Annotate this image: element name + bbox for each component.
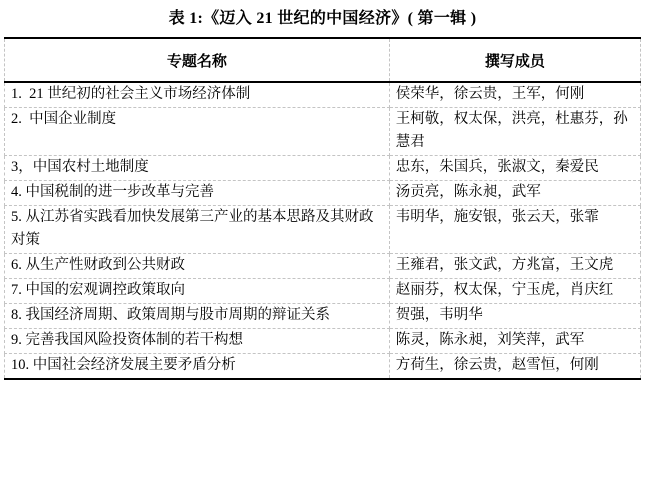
members-cell: 方荷生，徐云贵，赵雪恒，何刚 [389, 354, 640, 380]
topic-cell: 1. 21 世纪初的社会主义市场经济体制 [5, 82, 390, 108]
topic-cell: 3，中国农村土地制度 [5, 156, 390, 181]
topic-cell: 9. 完善我国风险投资体制的若干构想 [5, 329, 390, 354]
table-title: 表 1:《迈入 21 世纪的中国经济》( 第一辑 ) [168, 10, 477, 27]
members-cell: 汤贡亮，陈永昶，武军 [389, 181, 640, 206]
header-row [5, 38, 641, 82]
table-row [5, 181, 641, 206]
topic-cell: 2. 中国企业制度 [5, 108, 390, 156]
topic-cell: 10. 中国社会经济发展主要矛盾分析 [5, 354, 390, 380]
members-cell: 赵丽芬，权太保，宁玉虎，肖庆红 [389, 279, 640, 304]
table-body [5, 82, 641, 379]
table-row [5, 304, 641, 329]
topic-cell: 4. 中国税制的进一步改革与完善 [5, 181, 390, 206]
members-cell: 王雍君，张文武，方兆富，王文虎 [389, 254, 640, 279]
members-cell: 韦明华，施安银，张云天，张霏 [389, 206, 640, 254]
table-row [5, 279, 641, 304]
members-cell: 侯荣华，徐云贵，王军，何刚 [389, 82, 640, 108]
topic-cell: 6. 从生产性财政到公共财政 [5, 254, 390, 279]
members-cell: 贺强，韦明华 [389, 304, 640, 329]
table-row [5, 156, 641, 181]
table-row [5, 108, 641, 156]
table-row [5, 206, 641, 254]
topic-cell: 5. 从江苏省实践看加快发展第三产业的基本思路及其财政对策 [5, 206, 390, 254]
table-row [5, 82, 641, 108]
members-column-header: 撰写成员 [389, 38, 640, 82]
table-row [5, 329, 641, 354]
topic-cell: 7. 中国的宏观调控政策取向 [5, 279, 390, 304]
table-row [5, 354, 641, 380]
members-cell: 陈灵，陈永昶，刘笑萍，武军 [389, 329, 640, 354]
topic-cell: 8. 我国经济周期、政策周期与股市周期的辩证关系 [5, 304, 390, 329]
topic-column-header: 专题名称 [5, 38, 390, 82]
topics-table [4, 37, 641, 380]
members-cell: 忠东，朱国兵，张淑文，秦爱民 [389, 156, 640, 181]
table-row [5, 254, 641, 279]
members-cell: 王柯敬，权太保，洪亮，杜惠芬，孙慧君 [389, 108, 640, 156]
